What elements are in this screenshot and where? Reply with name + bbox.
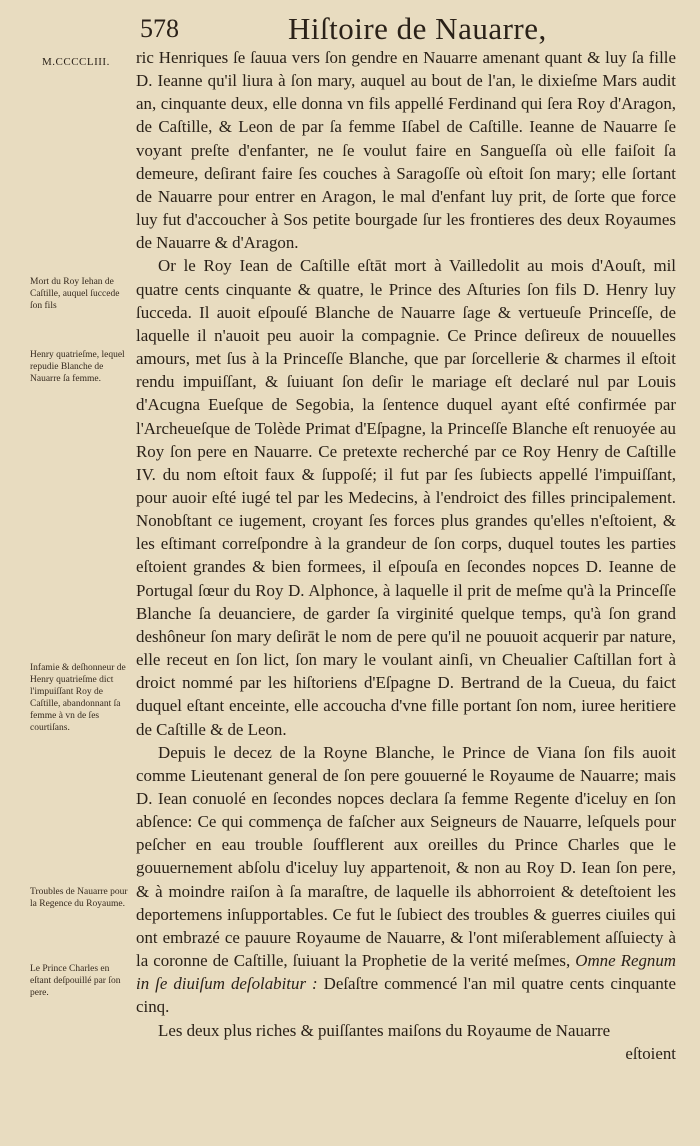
margin-note-henry-repudiates: Henry quatrieſme, lequel repudie Blanche de Nauarre ſa femme. — [30, 350, 125, 384]
page-number: 578 — [140, 14, 179, 43]
margin-note-infamy: Infamie & deſhonneur de Henry quatrieſme dict l'impuiſſant Roy de Caſtille, abandonnant ſa femme à vn de ſes courtiſans. — [30, 663, 126, 733]
year-marginal-note: M.CCCCLIII. — [42, 56, 110, 68]
paragraph-3-end: Deſaſtre commencé l'an mil quatre cents cinquante cinq. — [136, 974, 676, 1017]
catchword: eſtoient — [625, 1043, 676, 1063]
paragraph-3 — [136, 741, 676, 1019]
running-title: Hiſtoire de Nauarre, — [288, 11, 547, 46]
margin-note-death-of-king: Mort du Roy Iehan de Caſtille, auquel ſuccede ſon fils — [30, 277, 120, 311]
body-text — [136, 46, 676, 1065]
latin-quotation: Omne Regnum in ſe diuiſum deſolabitur : — [136, 951, 676, 994]
paragraph-3-text: Depuis le decez de la Royne Blanche, le Prince de Viana ſon fils auoit comme Lieutenant general de ſon pere gouuerné le Royaume de Nauarre; mais D. Iean conuolé en ſecondes nopces declara ſa femme Regente d'iceluy en ſon abſence: Ce qui commença de faſcher aux Seigneurs de Nauarre, leſquels pour peſcher en eau trouble ſoufflerent aux oreilles du Prince Charles que le gouuernement abſolu d'iceluy luy appartenoit, & non au Roy D. Iean ſon pere, & à moindre raiſon à ſa maraſtre, de laquelle ils abhorroient & deteſtoient les deportemens inſupportables. Ce fut le ſubiect des troubles & guerres ciuiles qui ont embrazé ce pauure Royaume de Nauarre, & l'ont miſerablement aſſuiecty à la coronne de Caſtille, ſuiuant la Prophetie de la verité meſmes, — [136, 742, 676, 971]
paragraph-1: ric Henriques ſe ſauua vers ſon gendre en Nauarre amenant quant & luy ſa fille D. Ieanne qu'il liura à ſon mary, auquel au bout de l'an, le dixieſme Mars audit an, cinquante deux, elle donna vn fils appellé Ferdinand qui ſera Roy d'Aragon, de Caſtille, & Leon de par ſa femme Iſabel de Caſtille. Ieanne de Nauarre ſe voyant preſte d'enfanter, ne ſe voulut faire en Sangueſſa où elle faiſoit ſa demeure, deſirant faire ſes couches à Saragoſſe où eſtoit ſon mary; elle ſortant de Nauarre pour entrer en Aragon, le mal d'enfant luy prit, de ſorte que force luy fut d'accoucher à Sos petite bourgade ſur les frontieres des deux Royaumes de Nauarre & d'Aragon. — [136, 48, 676, 253]
paragraph-4: Les deux plus riches & puiſſantes maiſons du Royaume de Nauarre — [158, 1020, 611, 1040]
margin-note-prince-charles: Le Prince Charles en eſtant deſpouillé par ſon pere. — [30, 964, 121, 998]
margin-note-troubles: Troubles de Nauarre pour la Regence du Royaume. — [30, 887, 128, 909]
paragraph-2: Or le Roy Iean de Caſtille eſtāt mort à Vailledolit au mois d'Aouſt, mil quatre cents cinquante & quatre, le Prince des Aſturies ſon fils D. Henry luy ſucceda. Il auoit eſpouſé Blanche de Nauarre ſage & vertueuſe Princeſſe, de laquelle il n'auoit peu auoir la compagnie. Ce Prince deſireux de nouuelles amours, met ſus à la Princeſſe Blanche, que par ſorcellerie & charmes il eſtoit rendu impuiſſant, & ſuiuant ſon deſir le mariage eſt declaré nul par Louis d'Acugna Eueſque de Segobia, la ſentence duquel ayant eſté confirmée par l'Archeueſque de Tolède Primat d'Eſpagne, la Princeſſe Blanche eſt renuoyée au Roy ſon pere en Nauarre. Ce pretexte recherché par ce Roy Henry de Caſtille IV. du nom eſtoit faux & ſuppoſé; il fut par ſes ſubiects appellé l'impuiſſant, pour auoir eſté iugé tel par les Medecins, à l'endroict des filles principalement. Nonobſtant ce iugement, croyant ſes forces plus grandes qu'elles n'eſtoient, & les eſtimant correſpondre à la grandeur de ſon corps, duquel toutes les parties eſtoient grandes & bien formees, il eſpouſa en ſecondes nopces D. Ieanne de Portugal ſœur du Roy D. Alphonce, à laquelle il prit de meſme qu'à la Princeſſe Blanche ſa deuanciere, de garder ſa virginité quelque temps, qu'à ſon grand deshôneur ſon mary deſirāt le nom de pere qu'il ne pouuoit acquerir par nature, elle receut en ſon lict, ſon mary le voulant ainſi, vn Cheualier Caſtillan fort à droict nommé par les hiſtoriens d'Eſpagne D. Bertrand de la Cueua, du faict duquel eſtant enceinte, elle accoucha d'vne fille portant ſon nom, iuree heritiere de Caſtille & de Leon. — [136, 256, 676, 739]
